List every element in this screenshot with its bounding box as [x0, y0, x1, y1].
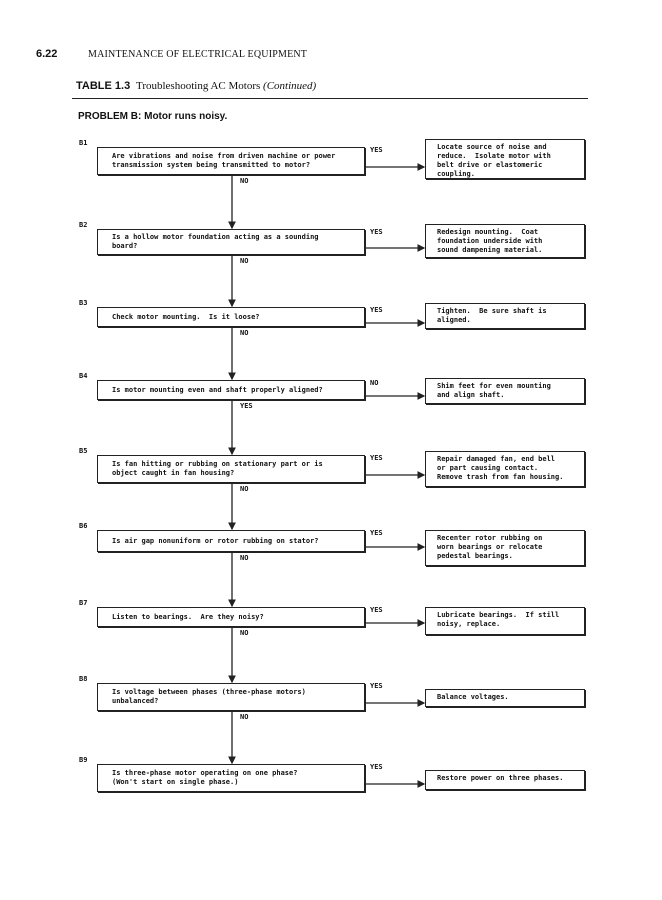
- question-box: Is motor mounting even and shaft properly aligned?: [97, 380, 365, 400]
- action-box: Tighten. Be sure shaft is aligned.: [425, 303, 585, 329]
- running-title: MAINTENANCE OF ELECTRICAL EQUIPMENT: [88, 49, 308, 60]
- branch-down-label: NO: [240, 554, 249, 562]
- table-label: TABLE 1.3: [76, 80, 131, 92]
- branch-down-label: NO: [240, 177, 249, 185]
- branch-right-label: YES: [370, 763, 383, 771]
- step-id: B9: [79, 756, 88, 764]
- question-box: Is voltage between phases (three-phase motors) unbalanced?: [97, 683, 365, 711]
- question-box: Is three-phase motor operating on one phase? (Won't start on single phase.): [97, 764, 365, 792]
- action-box: Locate source of noise and reduce. Isolate motor with belt drive or elastomeric coupling.: [425, 139, 585, 179]
- action-box: Recenter rotor rubbing on worn bearings or relocate pedestal bearings.: [425, 530, 585, 566]
- branch-right-label: YES: [370, 606, 383, 614]
- step-id: B1: [79, 139, 88, 147]
- action-box: Repair damaged fan, end bell or part causing contact. Remove trash from fan housing.: [425, 451, 585, 487]
- branch-down-label: NO: [240, 629, 249, 637]
- step-id: B2: [79, 221, 88, 229]
- question-box: Is fan hitting or rubbing on stationary part or is object caught in fan housing?: [97, 455, 365, 483]
- branch-right-label: YES: [370, 454, 383, 462]
- branch-right-label: YES: [370, 228, 383, 236]
- branch-right-label: NO: [370, 379, 379, 387]
- step-id: B7: [79, 599, 88, 607]
- action-box: Restore power on three phases.: [425, 770, 585, 790]
- branch-down-label: NO: [240, 713, 249, 721]
- question-box: Are vibrations and noise from driven machine or power transmission system being transmitted to motor?: [97, 147, 365, 175]
- table-continued: (Continued): [263, 80, 317, 92]
- branch-down-label: NO: [240, 329, 249, 337]
- step-id: B5: [79, 447, 88, 455]
- step-id: B6: [79, 522, 88, 530]
- problem-heading: PROBLEM B: Motor runs noisy.: [78, 111, 228, 122]
- action-box: Balance voltages.: [425, 689, 585, 707]
- branch-right-label: YES: [370, 306, 383, 314]
- question-box: Listen to bearings. Are they noisy?: [97, 607, 365, 627]
- question-box: Is a hollow motor foundation acting as a sounding board?: [97, 229, 365, 255]
- action-box: Shim feet for even mounting and align shaft.: [425, 378, 585, 404]
- branch-down-label: NO: [240, 257, 249, 265]
- branch-down-label: YES: [240, 402, 253, 410]
- branch-down-label: NO: [240, 485, 249, 493]
- branch-right-label: YES: [370, 146, 383, 154]
- action-box: Redesign mounting. Coat foundation underside with sound dampening material.: [425, 224, 585, 258]
- step-id: B3: [79, 299, 88, 307]
- question-box: Check motor mounting. Is it loose?: [97, 307, 365, 327]
- table-title-text: Troubleshooting AC Motors: [136, 80, 261, 92]
- step-id: B8: [79, 675, 88, 683]
- page-number: 6.22: [36, 48, 58, 60]
- action-box: Lubricate bearings. If still noisy, replace.: [425, 607, 585, 635]
- question-box: Is air gap nonuniform or rotor rubbing on stator?: [97, 530, 365, 552]
- branch-right-label: YES: [370, 529, 383, 537]
- branch-right-label: YES: [370, 682, 383, 690]
- step-id: B4: [79, 372, 88, 380]
